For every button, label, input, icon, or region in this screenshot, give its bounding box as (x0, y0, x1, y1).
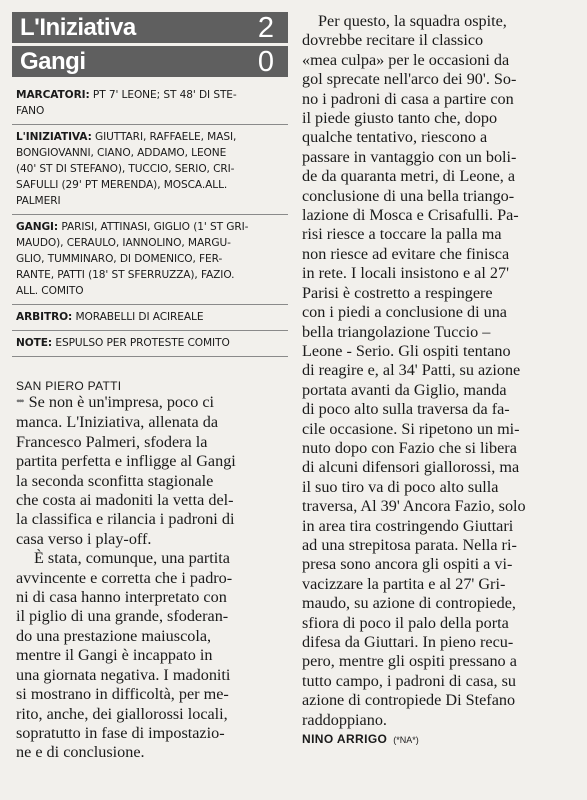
away-lineup-line: RANTE, PATTI (18' ST SFERRUZZA), FAZIO. (16, 269, 235, 281)
referee-block (12, 305, 288, 331)
article-line: tutto campo, i padroni di casa, su (302, 671, 516, 690)
article-line: difesa da Giuttari. In pieno recu- (302, 633, 514, 651)
away-team-goals: 0 (257, 46, 274, 78)
article-line: una giornata negativa. I madoniti (16, 665, 231, 684)
away-lineup-line: GLIO, TUMMINARO, DI DOMENICO, FER- (16, 253, 223, 265)
article-line: con i piedi a conclusione di una (302, 303, 507, 322)
article-line: di alcuni difensori giallorossi, ma (302, 458, 520, 477)
article-line: no i padroni di casa a partire con (302, 89, 514, 108)
article-line: Parisi è costretto a respingere (302, 283, 493, 302)
home-lineup-line: BONGIOVANNI, CIANO, ADDAMO, LEONE (16, 147, 227, 159)
article-line: casa verso i play-off. (16, 529, 152, 548)
notes-value: ESPULSO PER PROTESTE COMITO (55, 337, 230, 349)
scorers-line: FANO (16, 105, 45, 117)
home-score-band (12, 12, 288, 46)
article-line: qualche tentativo, riescono a (302, 128, 488, 147)
article-line: manca. L'Iniziativa, allenata da (16, 413, 219, 432)
article-line: ad una strepitosa parata. Nella ri- (302, 535, 517, 554)
notes-block (12, 331, 288, 357)
article-line: È stata, comunque, una partita (34, 549, 230, 568)
article-line: passare in vantaggio con un boli- (302, 147, 517, 166)
article-line: mentre il Gangi è incappato in (16, 646, 213, 665)
article-line: raddoppiano. (302, 710, 387, 729)
home-lineup-block (12, 125, 288, 215)
article-line: «mea culpa» per le occasioni da (302, 50, 510, 69)
home-lineup-line: (40' ST DI STEFANO), TUCCIO, SERIO, CRI- (16, 163, 235, 175)
home-lineup-line: PALMERI (16, 195, 61, 207)
article-line: azione di contropiede Di Stefano (302, 691, 516, 710)
away-lineup-line: ALL. COMITO (16, 285, 84, 297)
article-line: traversa, Al 39' Ancora Fazio, solo (302, 497, 526, 516)
home-lineup-label: L'INIZIATIVA: (16, 131, 92, 143)
article-line: si mostrano in difficoltà, per me- (16, 685, 229, 704)
article-line: partita perfetta e infligge al Gangi (16, 452, 236, 471)
article-line: maudo, su azione di contropiede, (302, 594, 516, 613)
article-line: la seconda sconfitta stagionale (16, 471, 214, 490)
scorers-label: MARCATORI: (16, 89, 90, 101)
article-line: nuto dopo con Fazio che si libera (302, 438, 517, 457)
author-tag: (*NA*) (393, 735, 419, 746)
article-line: do una prestazione maiuscola, (16, 626, 212, 645)
home-team-goals: 2 (257, 12, 274, 44)
left-column (12, 12, 288, 763)
article-line: avvincente e corretta che i padro- (16, 568, 233, 587)
article-line: che costa ai madoniti la vetta del- (16, 491, 234, 510)
scorers-line: PT 7' LEONE; ST 48' DI STE- (92, 89, 237, 101)
article-right-text (302, 12, 584, 730)
referee-label: ARBITRO: (16, 311, 73, 323)
away-score-band (12, 46, 288, 77)
article-line: il piglio di una grande, sfoderan- (16, 607, 229, 626)
article-line: Se non è un'impresa, poco ci (28, 393, 215, 411)
article-line: portata avanti da Giglio, manda (302, 380, 507, 399)
article-line: Per questo, la squadra ospite, (318, 12, 507, 30)
article-line: in area tira costringendo Giuttari (302, 516, 514, 535)
article-line: cile occasione. Si ripetono un mi- (302, 419, 520, 438)
article-line: presa sono ancora gli ospiti a vi- (302, 555, 513, 574)
article-line: vacizzare la partita e al 27' Gri- (302, 574, 506, 593)
dateline: SAN PIERO PATTI (16, 379, 122, 393)
article-line: il suo tiro va di poco alto sulla (302, 477, 499, 496)
article-line: di reagire e, al 34' Patti, su azione (302, 361, 521, 380)
away-lineup-label: GANGI: (16, 221, 59, 233)
referee-value: MORABELLI DI ACIREALE (75, 311, 204, 323)
article-line: gol sprecate nell'arco dei 90'. So- (302, 70, 517, 89)
article-left-text (12, 393, 288, 763)
home-lineup-line: SAFULLI (29' PT MERENDA), MOSCA.ALL. (16, 179, 228, 191)
article-line: sopratutto in fase di impostazio- (16, 723, 225, 742)
article-line: sfiora di poco il palo della porta (302, 613, 509, 632)
article-line: ni di casa hanno interpretato con (16, 588, 227, 607)
article-line: in rete. I locali insistono e al 27' (302, 264, 510, 283)
article-line: risi riesce a toccare la palla ma (302, 225, 502, 244)
away-lineup-line: PARISI, ATTINASI, GIGLIO (1' ST GRI- (61, 221, 249, 233)
bullet-dots: ••• (16, 394, 23, 408)
article-line: conclusione di una bella triango- (302, 186, 515, 205)
article-line: de da quaranta metri, di Leone, a (302, 167, 516, 186)
article-line: dovrebbe recitare il classico (302, 31, 484, 50)
article-line: non riesce ad evitare che finisca (302, 244, 510, 263)
article-line: bella triangolazione Tuccio – (302, 322, 491, 341)
notes-label: NOTE: (16, 337, 53, 349)
match-info (12, 77, 288, 357)
home-team-name: L'Iniziativa (20, 14, 136, 41)
article-line: pero, mentre gli ospiti pressano a (302, 652, 517, 671)
away-lineup-line: MAUDO), CERAULO, IANNOLINO, MARGU- (16, 237, 231, 249)
article-line: ne e di conclusione. (16, 743, 145, 762)
away-team-name: Gangi (20, 48, 86, 75)
article-line: lazione di Mosca e Crisafulli. Pa- (302, 206, 519, 225)
article-line: Leone - Serio. Gli ospiti tentano (302, 341, 511, 360)
right-column (302, 12, 584, 746)
author-signature (302, 732, 584, 746)
article-line: la classifica e rilancia i padroni di (16, 510, 235, 529)
scorers-block (12, 77, 288, 125)
home-lineup-line: GIUTTARI, RAFFAELE, MASI, (95, 131, 237, 143)
article-line: di poco alto sulla traversa da fa- (302, 400, 510, 419)
article-line: rito, anche, dei giallorossi locali, (16, 704, 228, 723)
article-line: il piede giusto tanto che, dopo (302, 109, 498, 128)
article-line: Francesco Palmeri, sfodera la (16, 432, 208, 451)
author-name: NINO ARRIGO (302, 732, 388, 747)
away-lineup-block (12, 215, 288, 305)
